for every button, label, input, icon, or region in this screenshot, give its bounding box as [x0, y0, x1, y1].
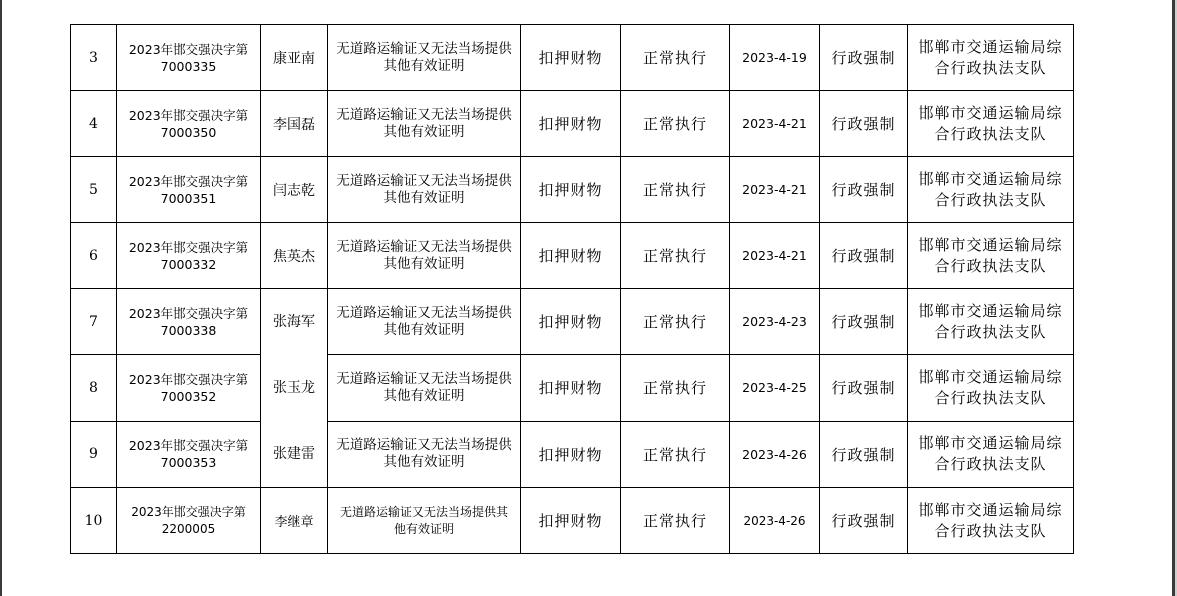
decision-number — [117, 289, 261, 355]
decision-number — [117, 223, 261, 289]
action-type: 行政强制 — [820, 488, 908, 554]
decision-number-line: 2200005 — [161, 521, 216, 536]
decision-number — [117, 25, 261, 91]
row-number: 10 — [71, 488, 117, 554]
party-name: 张建雷 — [273, 446, 315, 462]
agency-line: 合行政执法支队 — [934, 124, 1047, 143]
row-number: 3 — [71, 25, 117, 91]
decision-number — [117, 488, 261, 554]
enforcement-agency — [908, 157, 1074, 223]
decision-date: 2023-4-21 — [730, 223, 820, 289]
table-row — [71, 421, 1074, 487]
decision-date: 2023-4-21 — [730, 157, 820, 223]
decision-number-line: 2023年邯交强决字第 — [128, 239, 249, 255]
action-type: 行政强制 — [820, 25, 908, 91]
reason-line: 其他有效证明 — [383, 387, 465, 404]
party-name: 张海军 — [273, 314, 315, 330]
decision-number-line: 2023年邯交强决字第 — [128, 438, 249, 454]
enforcement-measure: 扣押财物 — [521, 421, 621, 487]
decision-number-line: 2023年邯交强决字第 — [131, 504, 246, 519]
decision-number — [117, 355, 261, 421]
reason-line: 其他有效证明 — [383, 123, 465, 140]
reason-line: 其他有效证明 — [383, 189, 465, 206]
decision-number-line: 7000335 — [160, 58, 217, 74]
reason-line: 无道路运输证又无法当场提供 — [336, 304, 512, 321]
execution-status: 正常执行 — [621, 223, 730, 289]
violation-reason — [328, 91, 521, 157]
execution-status: 正常执行 — [621, 157, 730, 223]
agency-line: 邯郸市交通运输局综 — [918, 169, 1063, 188]
reason-line: 其他有效证明 — [383, 454, 465, 471]
decision-number-line: 2023年邯交强决字第 — [128, 107, 249, 123]
violation-reason — [328, 421, 521, 487]
agency-line: 邯郸市交通运输局综 — [918, 103, 1063, 122]
reason-line: 无道路运输证又无法当场提供其 — [339, 504, 508, 519]
row-number: 5 — [71, 157, 117, 223]
row-number: 7 — [71, 289, 117, 355]
decision-date: 2023-4-19 — [730, 25, 820, 91]
decision-number-line: 2023年邯交强决字第 — [128, 371, 249, 387]
reason-line: 无道路运输证又无法当场提供 — [336, 106, 512, 123]
agency-line: 合行政执法支队 — [934, 256, 1047, 275]
execution-status: 正常执行 — [621, 91, 730, 157]
enforcement-measure: 扣押财物 — [521, 25, 621, 91]
enforcement-measure: 扣押财物 — [521, 91, 621, 157]
decision-number-line: 7000351 — [160, 190, 217, 206]
action-type: 行政强制 — [820, 223, 908, 289]
enforcement-measure: 扣押财物 — [521, 289, 621, 355]
decision-number-line: 2023年邯交强决字第 — [128, 305, 249, 321]
decision-date: 2023-4-25 — [730, 355, 820, 421]
enforcement-agency — [908, 223, 1074, 289]
reason-line: 其他有效证明 — [383, 57, 465, 74]
enforcement-agency — [908, 25, 1074, 91]
enforcement-agency — [908, 355, 1074, 421]
agency-line: 合行政执法支队 — [934, 190, 1047, 209]
execution-status: 正常执行 — [621, 488, 730, 554]
agency-line: 邯郸市交通运输局综 — [918, 367, 1063, 386]
decision-number-line: 7000332 — [160, 256, 217, 272]
enforcement-measure: 扣押财物 — [521, 157, 621, 223]
agency-line: 合行政执法支队 — [934, 455, 1047, 474]
decision-number-line: 7000352 — [160, 388, 217, 404]
row-number: 8 — [71, 355, 117, 421]
row-number: 9 — [71, 421, 117, 487]
reason-line: 他有效证明 — [393, 521, 454, 536]
agency-line: 合行政执法支队 — [934, 521, 1047, 540]
window-left-border — [0, 0, 2, 596]
agency-line: 邯郸市交通运输局综 — [918, 434, 1063, 453]
decision-number — [117, 421, 261, 487]
enforcement-agency — [908, 488, 1074, 554]
enforcement-measure: 扣押财物 — [521, 223, 621, 289]
decision-date: 2023-4-26 — [730, 421, 820, 487]
violation-reason — [328, 223, 521, 289]
agency-line: 合行政执法支队 — [934, 58, 1047, 77]
decision-date: 2023-4-26 — [730, 488, 820, 554]
party-name: 康亚南 — [261, 25, 328, 91]
agency-line: 邯郸市交通运输局综 — [918, 301, 1063, 320]
decision-number-line: 7000353 — [160, 455, 217, 471]
table-row — [71, 355, 1074, 421]
enforcement-table — [70, 24, 1074, 554]
row-number: 4 — [71, 91, 117, 157]
decision-number-line: 2023年邯交强决字第 — [128, 173, 249, 189]
enforcement-measure: 扣押财物 — [521, 488, 621, 554]
decision-number — [117, 91, 261, 157]
party-name: 张玉龙 — [273, 380, 315, 396]
execution-status: 正常执行 — [621, 25, 730, 91]
party-name-group — [261, 289, 328, 488]
party-name: 李继章 — [261, 488, 328, 554]
enforcement-agency — [908, 289, 1074, 355]
table-row — [71, 289, 1074, 355]
action-type: 行政强制 — [820, 157, 908, 223]
execution-status: 正常执行 — [621, 355, 730, 421]
table-row — [71, 25, 1074, 91]
agency-line: 合行政执法支队 — [934, 388, 1047, 407]
action-type: 行政强制 — [820, 289, 908, 355]
violation-reason — [328, 488, 521, 554]
enforcement-measure: 扣押财物 — [521, 355, 621, 421]
party-name: 李国磊 — [261, 91, 328, 157]
decision-number — [117, 157, 261, 223]
agency-line: 邯郸市交通运输局综 — [918, 37, 1063, 56]
action-type: 行政强制 — [820, 91, 908, 157]
reason-line: 无道路运输证又无法当场提供 — [336, 437, 512, 454]
reason-line: 无道路运输证又无法当场提供 — [336, 238, 512, 255]
reason-line: 其他有效证明 — [383, 321, 465, 338]
party-name: 闫志乾 — [261, 157, 328, 223]
violation-reason — [328, 289, 521, 355]
decision-number-line: 2023年邯交强决字第 — [128, 41, 249, 57]
action-type: 行政强制 — [820, 421, 908, 487]
enforcement-agency — [908, 91, 1074, 157]
decision-number-line: 7000338 — [160, 322, 217, 338]
table-row — [71, 91, 1074, 157]
decision-number-line: 7000350 — [160, 124, 217, 140]
violation-reason — [328, 355, 521, 421]
reason-line: 其他有效证明 — [383, 255, 465, 272]
execution-status: 正常执行 — [621, 421, 730, 487]
violation-reason — [328, 157, 521, 223]
agency-line: 邯郸市交通运输局综 — [918, 235, 1063, 254]
enforcement-agency — [908, 421, 1074, 487]
table-row — [71, 223, 1074, 289]
violation-reason — [328, 25, 521, 91]
row-number: 6 — [71, 223, 117, 289]
action-type: 行政强制 — [820, 355, 908, 421]
reason-line: 无道路运输证又无法当场提供 — [336, 40, 512, 57]
agency-line: 合行政执法支队 — [934, 322, 1047, 341]
decision-date: 2023-4-21 — [730, 91, 820, 157]
execution-status: 正常执行 — [621, 289, 730, 355]
table-row — [71, 488, 1074, 554]
reason-line: 无道路运输证又无法当场提供 — [336, 172, 512, 189]
party-name: 焦英杰 — [261, 223, 328, 289]
agency-line: 邯郸市交通运输局综 — [918, 500, 1063, 519]
decision-date: 2023-4-23 — [730, 289, 820, 355]
reason-line: 无道路运输证又无法当场提供 — [336, 370, 512, 387]
table-row — [71, 157, 1074, 223]
